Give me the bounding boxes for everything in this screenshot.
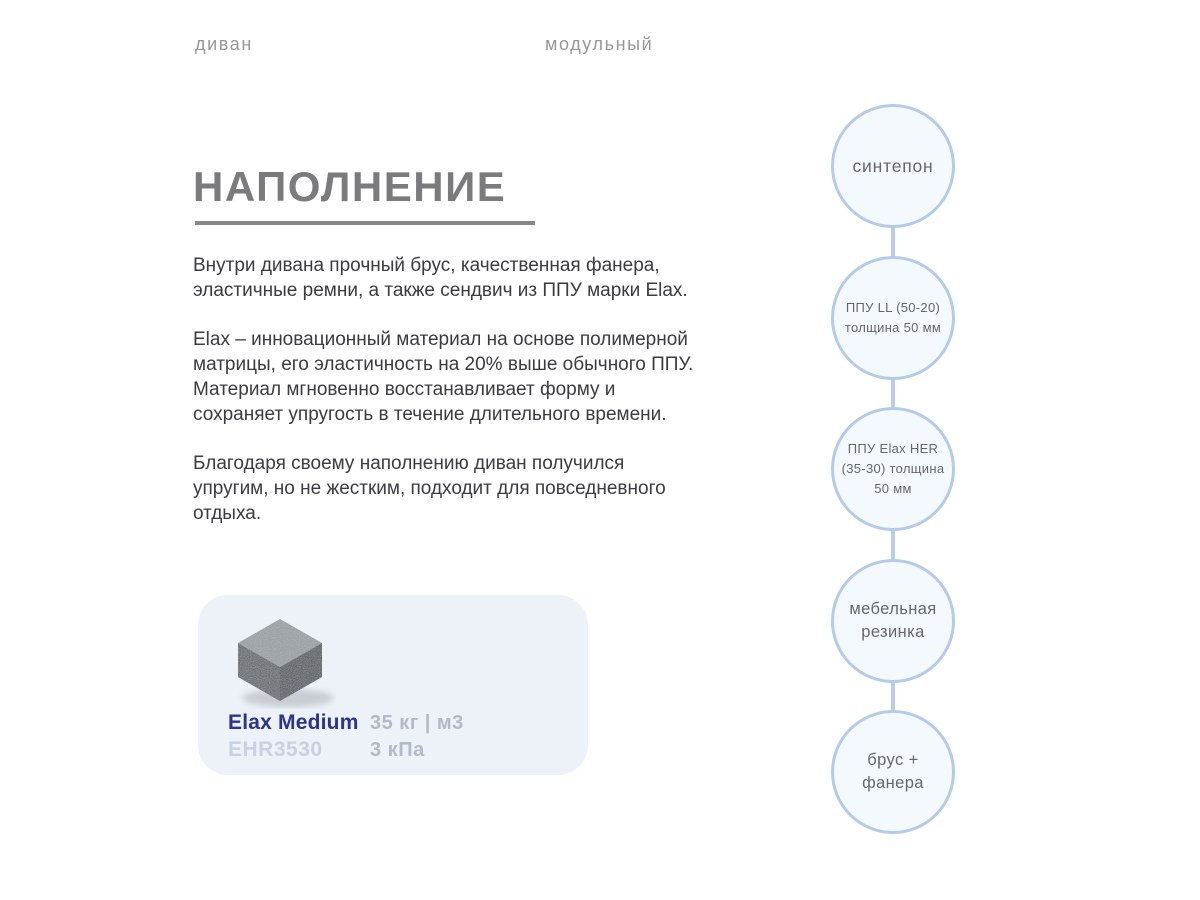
foam-cube-image bbox=[226, 613, 336, 713]
category-label-sofa: диван bbox=[195, 34, 253, 54]
category-label-modular: модульный bbox=[545, 34, 654, 54]
connector-line bbox=[891, 680, 895, 713]
layer-node-frame bbox=[831, 710, 955, 834]
layer-node-sintepon bbox=[831, 104, 955, 228]
material-card bbox=[198, 595, 588, 775]
material-name: Elax Medium bbox=[228, 711, 359, 734]
layer-node-ppu-elax bbox=[831, 407, 955, 531]
layer-node-label: брус + фанера bbox=[862, 750, 924, 792]
layer-node-ppu-ll bbox=[831, 256, 955, 380]
material-strength: 3 кПа bbox=[370, 739, 425, 761]
title-underline bbox=[195, 221, 535, 225]
layer-node-label: ППУ LL (50‑20) толщина 50 мм bbox=[844, 299, 942, 335]
material-density: 35 кг | м3 bbox=[370, 712, 464, 734]
paragraph-elax: Elax – инновационный материал на основе полимерной матрицы, его эластичность на 20% выше обычного ППУ. Материал мгновенно восстанавливает форму и сохраняет упругость в течение длительного времени. bbox=[193, 329, 694, 425]
connector-line bbox=[891, 225, 895, 259]
paragraph-conclusion: Благодаря своему наполнению диван получился упругим, но не жестким, подходит для повседневного отдыха. bbox=[193, 453, 666, 524]
connector-line bbox=[891, 528, 895, 562]
material-code: EHR3530 bbox=[228, 738, 323, 761]
layer-node-label: синтепон bbox=[852, 155, 934, 176]
layer-node-elastic bbox=[831, 559, 955, 683]
layer-node-label: мебельная резинка bbox=[849, 599, 937, 641]
body-copy bbox=[193, 253, 698, 550]
page-title: НАПОЛНЕНИЕ bbox=[193, 163, 507, 210]
layer-node-label: ППУ Elax HER (35‑30) толщина 50 мм bbox=[841, 440, 945, 497]
connector-line bbox=[891, 377, 895, 410]
paragraph-intro: Внутри дивана прочный брус, качественная фанера, эластичные ремни, а также сендвич из ППУ марки Elax. bbox=[193, 255, 688, 301]
